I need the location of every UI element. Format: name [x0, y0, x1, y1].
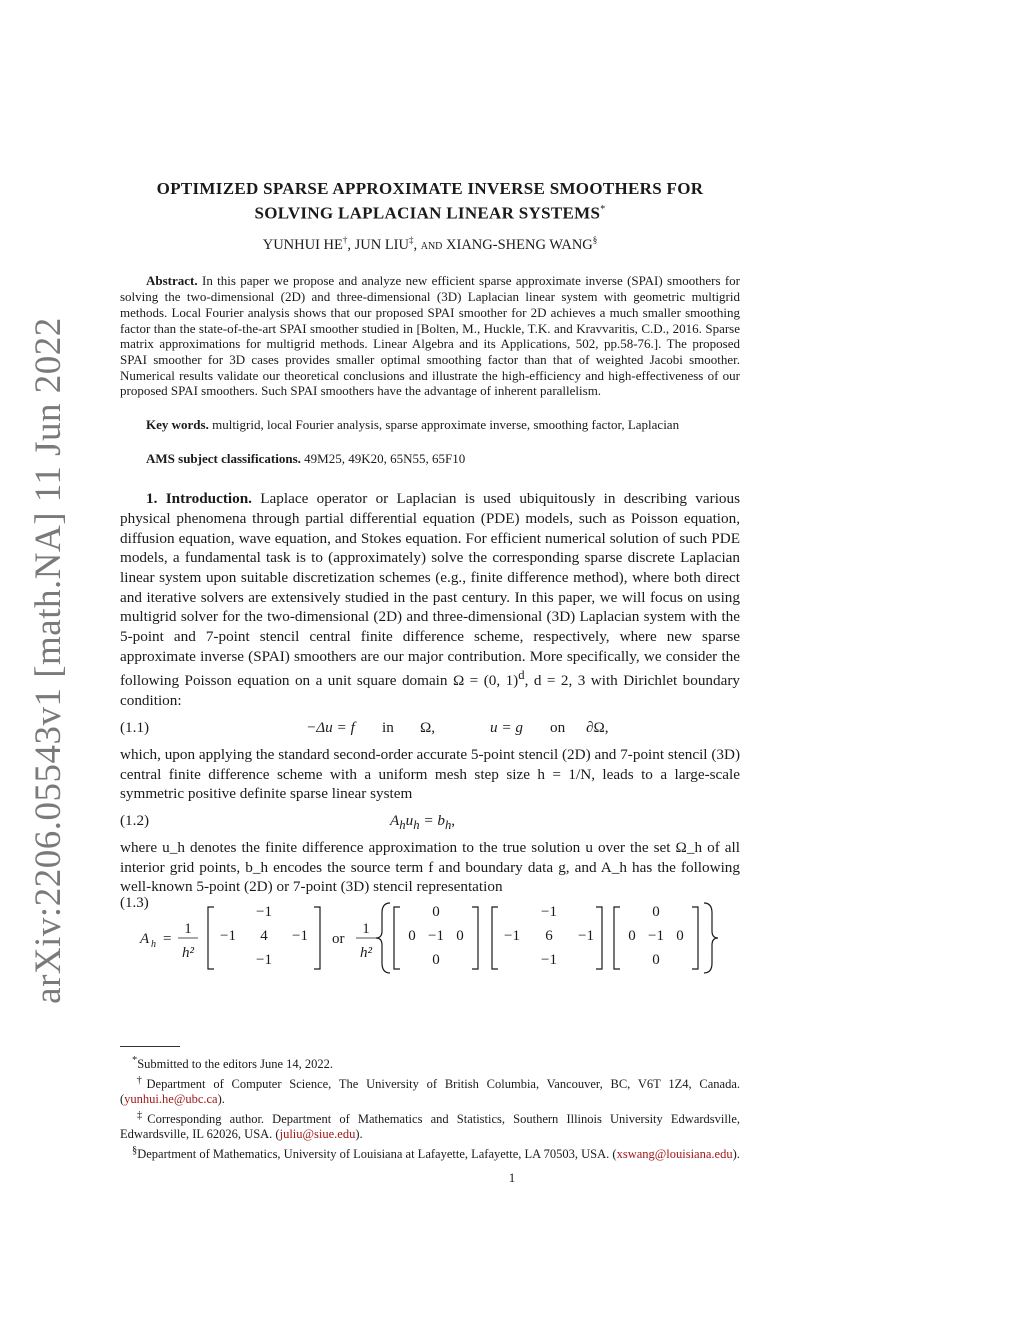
stencil-matrices [120, 897, 740, 975]
arxiv-identifier: arXiv:2206.05543v1 [math.NA] 11 Jun 2022 [27, 316, 69, 1004]
frac-numerator: 1 [184, 921, 192, 938]
author-3-mark: § [592, 234, 598, 245]
page-number: 1 [508, 1170, 516, 1185]
author-3: XIANG-SHENG WANG [446, 236, 593, 253]
author-2-mark: ‡ [408, 234, 414, 245]
footnote-3: ‡Corresponding author. Department of Mathematics and Statistics, Southern Illinois University Edwardsville, Edwardsville, IL 62026, USA. (juliu@siue.edu). [120, 1109, 740, 1142]
main-content [120, 178, 740, 975]
left-bracket [492, 907, 498, 969]
intro-text-2: which, upon applying the standard second-order accurate 5-point stencil (2D) and 7-point stencil (3D) central finite difference scheme with a uniform mesh step size h = 1/N, leads to a large-scale symmetric positive definite sparse linear system [120, 745, 740, 803]
and-word: and [420, 236, 443, 253]
email-link-2[interactable]: juliu@siue.edu [279, 1127, 356, 1142]
matrix-lhs-sub: h [151, 939, 156, 951]
abstract [120, 273, 740, 399]
author-1: YUNHUI HE [262, 236, 343, 253]
matrix-entry: −1 [541, 904, 557, 921]
matrix-entry: 0 [676, 928, 684, 945]
title-line-2: SOLVING LAPLACIAN LINEAR SYSTEMS* [254, 203, 606, 223]
footnote-rule [120, 1046, 180, 1047]
abstract-label: Abstract. [146, 273, 198, 289]
left-bracket [208, 907, 214, 969]
equation-1-2 [120, 804, 740, 838]
ams-text: 49M25, 49K20, 65N55, 65F10 [304, 451, 466, 467]
equation-boundary: ∂Ω, [586, 718, 609, 736]
author-list: YUNHUI HE†, JUN LIU‡, and XIANG-SHENG WANG§ [262, 234, 598, 253]
matrix-entry: −1 [256, 952, 272, 969]
linear-system: $A_hu_h = b_h$, [390, 812, 456, 833]
paper-title [120, 178, 740, 224]
matrix-entry: 4 [260, 928, 268, 945]
title-footnote-mark: * [600, 204, 606, 215]
frac-numerator-3d: 1 [362, 921, 370, 938]
matrix-entry: 0 [652, 904, 660, 921]
matrix-3d-c [614, 904, 698, 969]
section-number: 1. [146, 490, 158, 508]
matrix-lhs: A [140, 931, 150, 948]
introduction-paragraph-1 [120, 489, 740, 711]
equation-number: (1.2) [120, 812, 150, 830]
intro-text-3: where u_h denotes the finite difference approximation to the true solution u over the set Ω_h of all interior grid points, b_h encodes the source term f and boundary data g, and A_h has the following well-known 5-point (2D) or 7-point (3D) stencil representation [120, 839, 740, 896]
keywords-text: multigrid, local Fourier analysis, sparse approximate inverse, smoothing factor, Laplacian [212, 417, 680, 433]
equation-in: in [382, 718, 394, 736]
or-word: or [332, 931, 345, 948]
abstract-text: In this paper we propose and analyze new efficient sparse approximate inverse (SPAI) smoothers for solving the two-dimensional (2D) and three-dimensional (3D) Laplacian linear system with geometric multigrid methods. Local Fourier analysis shows that our proposed SPAI smoother for 2D achieves a much smaller smoothing factor than the state-of-the-art SPAI smoother studied in [Bolten, M., Huckle, T.K. and Kravvaritis, C.D., 2016. Sparse matrix approximations for multigrid methods. Linear Algebra and its Applications, 502, pp.58-76.]. The proposed SPAI smoother for 3D cases provides smaller optimal smoothing factor than that of weighted Jacobi smoother. Numerical results validate our theoretical conclusions and illustrate the high-efficiency and high-effectiveness of our proposed SPAI smoothers. Such SPAI smoothers have the advantage of inherent parallelism. [120, 273, 740, 399]
equation-number: (1.3) [120, 895, 149, 912]
matrix-entry: 0 [408, 928, 416, 945]
footnotes [120, 1046, 740, 1162]
introduction-paragraph-3 [120, 838, 740, 897]
matrix-entry: 6 [545, 928, 553, 945]
equation-1-3 [120, 897, 740, 975]
section-title: Introduction. [165, 490, 252, 508]
matrix-entry: −1 [292, 928, 308, 945]
matrix-entry: 0 [432, 952, 440, 969]
email-link-3[interactable]: xswang@louisiana.edu [616, 1146, 733, 1161]
frac-denominator: h² [182, 945, 194, 962]
matrix-entry: −1 [428, 928, 444, 945]
ams-classifications [120, 451, 740, 467]
matrix-3d-b [492, 904, 602, 969]
left-bracket [614, 907, 620, 969]
introduction-paragraph-2 [120, 745, 740, 804]
right-bracket [596, 907, 602, 969]
equation-bc: u = g [490, 718, 524, 736]
right-bracket [472, 907, 478, 969]
equation-on: on [550, 718, 566, 736]
intro-text-1-end: , d = 2, 3 with Dirichlet boundary condition: [120, 672, 740, 710]
right-brace [704, 903, 718, 973]
equation-1-1 [120, 711, 740, 745]
keywords [120, 417, 740, 433]
author-2: JUN LIU [354, 236, 409, 253]
matrix-equals: = [163, 931, 172, 948]
right-bracket [692, 907, 698, 969]
arxiv-sidebar-stamp [18, 316, 78, 1004]
matrix-2d [208, 904, 320, 969]
equation-domain: Ω, [420, 718, 436, 736]
matrix-entry: −1 [504, 928, 520, 945]
title-line-1: OPTIMIZED SPARSE APPROXIMATE INVERSE SMOOTHERS FOR [156, 179, 704, 198]
matrix-entry: 0 [628, 928, 636, 945]
matrix-entry: 0 [432, 904, 440, 921]
equation-number: (1.1) [120, 718, 150, 736]
matrix-entry: −1 [256, 904, 272, 921]
intro-dimension-sup: d [518, 668, 525, 683]
author-1-mark: † [342, 234, 348, 245]
email-link-1[interactable]: yunhui.he@ubc.ca [124, 1092, 218, 1107]
left-bracket [394, 907, 400, 969]
right-bracket [314, 907, 320, 969]
matrix-entry: −1 [578, 928, 594, 945]
matrix-entry: 0 [652, 952, 660, 969]
intro-text-1: Laplace operator or Laplacian is used ubiquitously in describing various physical phenomena through partial differential equation (PDE) models, such as Poisson equation, diffusion equation, wave equation, and Stokes equation. For efficient numerical solution of such PDE models, a fundamental task is to (approximately) solve the corresponding sparse discrete Laplacian linear system upon suitable discretization schemes (e.g., finite difference method), where both direct and iterative solvers are extensively studied in the past century. In this paper, we will focus on using multigrid solver for the two-dimensional (2D) and three-dimensional (3D) Laplacian system with the 5-point and 7-point stencil central finite difference scheme, respectively, where new sparse approximate inverse (SPAI) smoothers are our major contribution. More specifically, we consider the following Poisson equation on a unit square domain Ω = (0, 1) [120, 490, 741, 690]
frac-denominator-3d: h² [360, 945, 372, 962]
ams-label: AMS subject classifications. [146, 451, 301, 467]
matrix-entry: 0 [456, 928, 464, 945]
footnote-2: †Department of Computer Science, The University of British Columbia, Vancouver, BC, V6T 1Z4, Canada. (yunhui.he@ubc.ca). [120, 1074, 740, 1107]
matrix-entry: −1 [648, 928, 664, 945]
matrix-entry: −1 [541, 952, 557, 969]
matrix-3d-a [394, 904, 478, 969]
matrix-entry: −1 [220, 928, 236, 945]
footnote-1: *Submitted to the editors June 14, 2022. [132, 1055, 334, 1072]
keywords-label: Key words. [146, 417, 209, 433]
left-brace [376, 903, 390, 973]
equation-lhs: −Δu = f [306, 718, 355, 736]
footnote-4: §Department of Mathematics, University of Louisiana at Lafayette, Lafayette, LA 70503, USA. (xswang@louisiana.edu). [132, 1144, 740, 1161]
